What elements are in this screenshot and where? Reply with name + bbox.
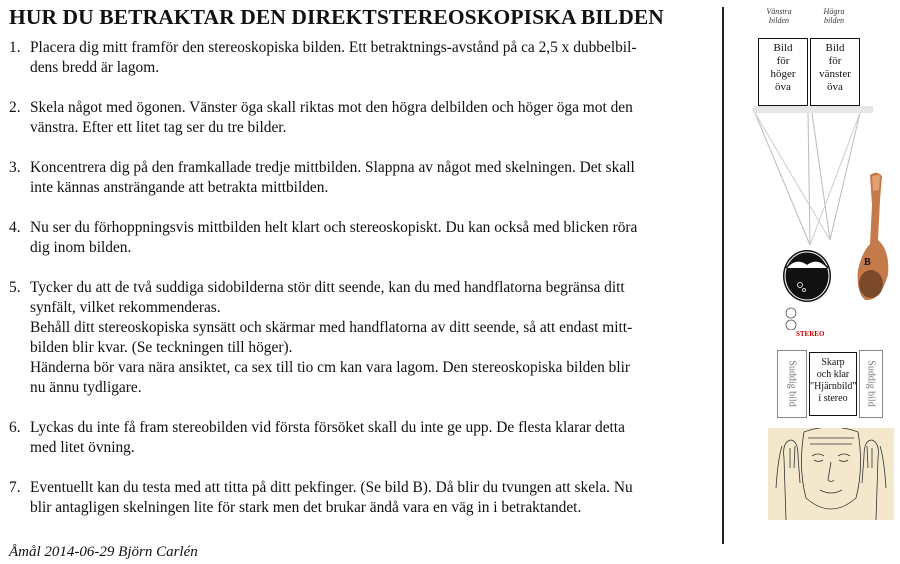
page-title: HUR DU BETRAKTAR DEN DIREKTSTEREOSKOPISKA BILDEN (9, 5, 664, 29)
head-top-view-icon (783, 250, 831, 302)
blurry-right-label: Suddig bild (865, 360, 877, 407)
step-4 (9, 218, 704, 258)
step-3 (9, 158, 704, 198)
step-number: 7. (9, 479, 21, 496)
step-5 (9, 278, 704, 398)
illustration-panel (730, 0, 900, 564)
step-7 (9, 478, 704, 518)
vertical-divider (722, 7, 724, 544)
step-number: 1. (9, 39, 21, 56)
step-number: 3. (9, 159, 21, 176)
step-number: 4. (9, 219, 21, 236)
step-text: Placera dig mitt framför den stereoskopiska bilden. Ett betraktnings-avstånd på ca 2,5 x dubbelbil- dens bredd är lagom. (30, 39, 637, 76)
step-number: 2. (9, 99, 21, 116)
left-image-box: Bild för höger öva (758, 38, 808, 106)
step-text: Nu ser du förhoppningsvis mittbilden helt klart och stereoskopiskt. Du kan också med blicken röra dig inom bilden. (30, 219, 638, 256)
step-1 (9, 38, 704, 78)
stereo-label: STEREO (796, 330, 825, 338)
left-image-heading: Vänstra bilden (766, 7, 792, 25)
sharp-center-box: Skarp och klar "Hjärnbild" i stereo (809, 352, 857, 416)
step-text: Skela något med ögonen. Vänster öga skall riktas mot den högra delbilden och höger öga mot den vänstra. Efter ett litet tag ser du tre bilder. (30, 99, 633, 136)
step-text: Koncentrera dig på den framkallade tredje mittbilden. Slappna av något med skelningen. Det skall inte kännas ansträngande att betrakta mittbilden. (30, 159, 635, 196)
step-text: Eventuellt kan du testa med att titta på ditt pekfinger. (Se bild B). Då blir du tvungen att skela. Nu blir antagligen skelningen lite för stark men det brukar ändå vara en väg in i betraktandet. (30, 479, 633, 516)
hands-blocking-face-sketch (768, 428, 894, 520)
right-image-heading: Högra bilden (823, 7, 845, 25)
right-image-box: Bild för vänster öva (810, 38, 860, 106)
instruction-list (9, 38, 704, 518)
step-number: 6. (9, 419, 21, 436)
step-text: Tycker du att de två suddiga sidobilderna stör ditt seende, kan du med handflatorna begränsa ditt synfält, vilket rekommenderas. Behåll ditt stereoskopiska synsätt och skärmar med handflatorna av ditt seende, så att endast mitt- bilden blir kvar. (Se teckningen till höger). Händerna bör vara nära ansiktet, ca sex till tio cm kan vara lagom. Den stereoskopiska bilden blir nu ännu tydligare. (30, 279, 633, 396)
blurry-left-label: Suddig bild (786, 360, 798, 407)
viewing-lines-diagram (730, 0, 900, 330)
footer-signature: Åmål 2014-06-29 Björn Carlén (9, 544, 198, 560)
step-text: Lyckas du inte få fram stereobilden vid första försöket skall du inte ge upp. De flesta klarar detta med litet övning. (30, 419, 625, 456)
label-b: B (864, 257, 871, 268)
step-2 (9, 98, 704, 138)
step-6 (9, 418, 704, 458)
step-number: 5. (9, 279, 21, 296)
pointing-finger-figure (858, 173, 889, 300)
